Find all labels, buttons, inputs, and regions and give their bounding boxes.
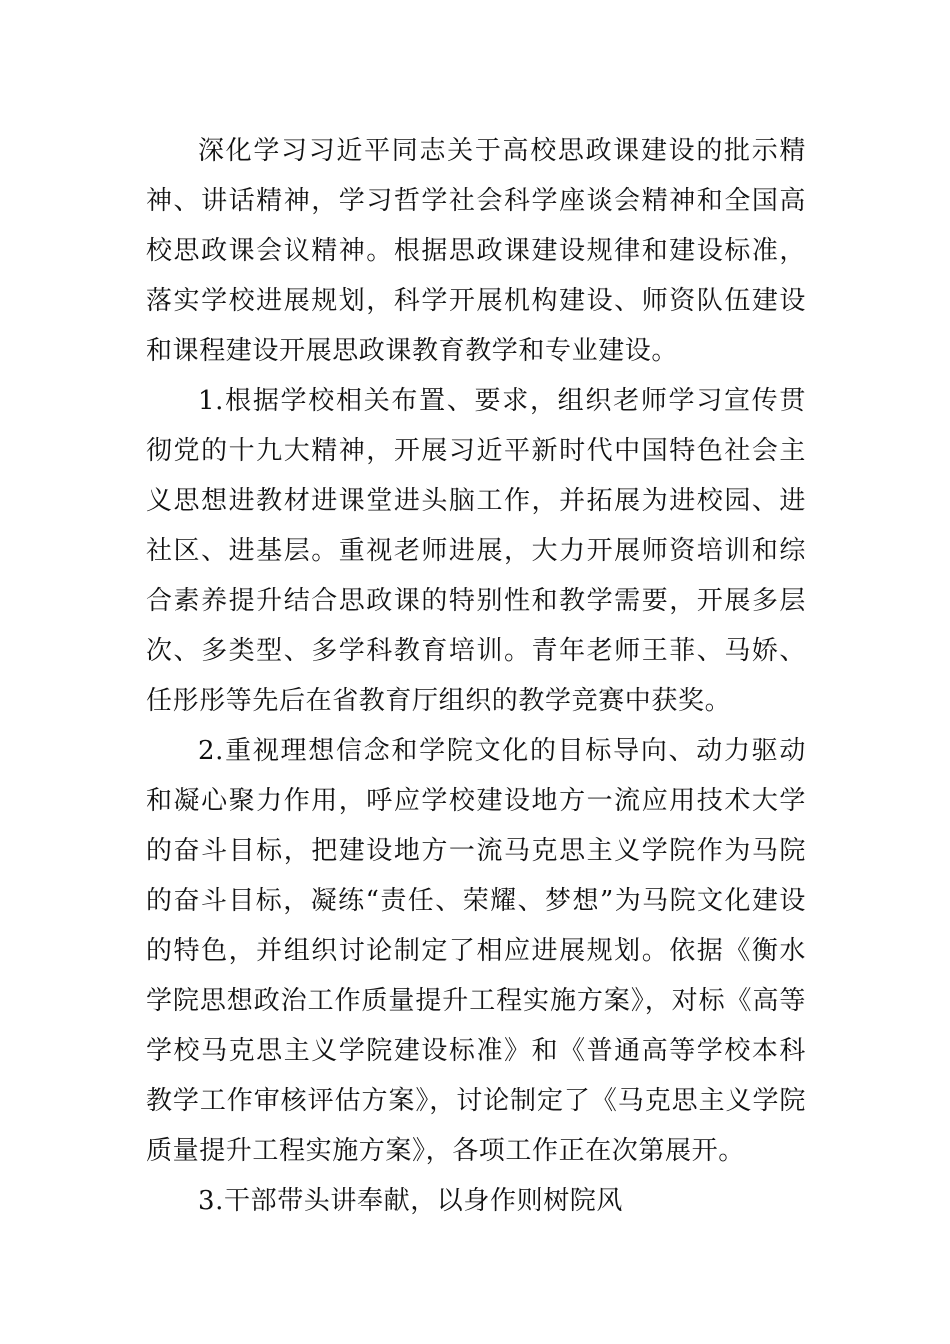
item-3-heading: 3.干部带头讲奉献，以身作则树院风 [198,1186,624,1216]
intro-paragraph: 深化学习习近平同志关于高校思政课建设的批示精神、讲话精神，学习哲学社会科学座谈会精神和全国高校思政课会议精神。根据思政课建设规律和建设标准，落实学校进展规划，科学开展机构建设、师资队伍建设和课程建设开展思政课教育教学和专业建设。 [146,136,806,366]
document-body [146,126,806,1226]
item-2-paragraph: 2.重视理想信念和学院文化的目标导向、动力驱动和凝心聚力作用，呼应学校建设地方一流应用技术大学的奋斗目标，把建设地方一流马克思主义学院作为马院的奋斗目标，凝练“责任、荣耀、梦想”为马院文化建设的特色，并组织讨论制定了相应进展规划。依据《衡水学院思想政治工作质量提升工程实施方案》，对标《高等学校马克思主义学院建设标准》和《普通高等学校本科教学工作审核评估方案》，讨论制定了《马克思主义学院质量提升工程实施方案》，各项工作正在次第展开。 [146,736,806,1166]
item-1-paragraph: 1.根据学校相关布置、要求，组织老师学习宣传贯彻党的十九大精神，开展习近平新时代中国特色社会主义思想进教材进课堂进头脑工作，并拓展为进校园、进社区、进基层。重视老师进展，大力开展师资培训和综合素养提升结合思政课的特别性和教学需要，开展多层次、多类型、多学科教育培训。青年老师王菲、马娇、任彤彤等先后在省教育厅组织的教学竞赛中获奖。 [146,386,806,716]
